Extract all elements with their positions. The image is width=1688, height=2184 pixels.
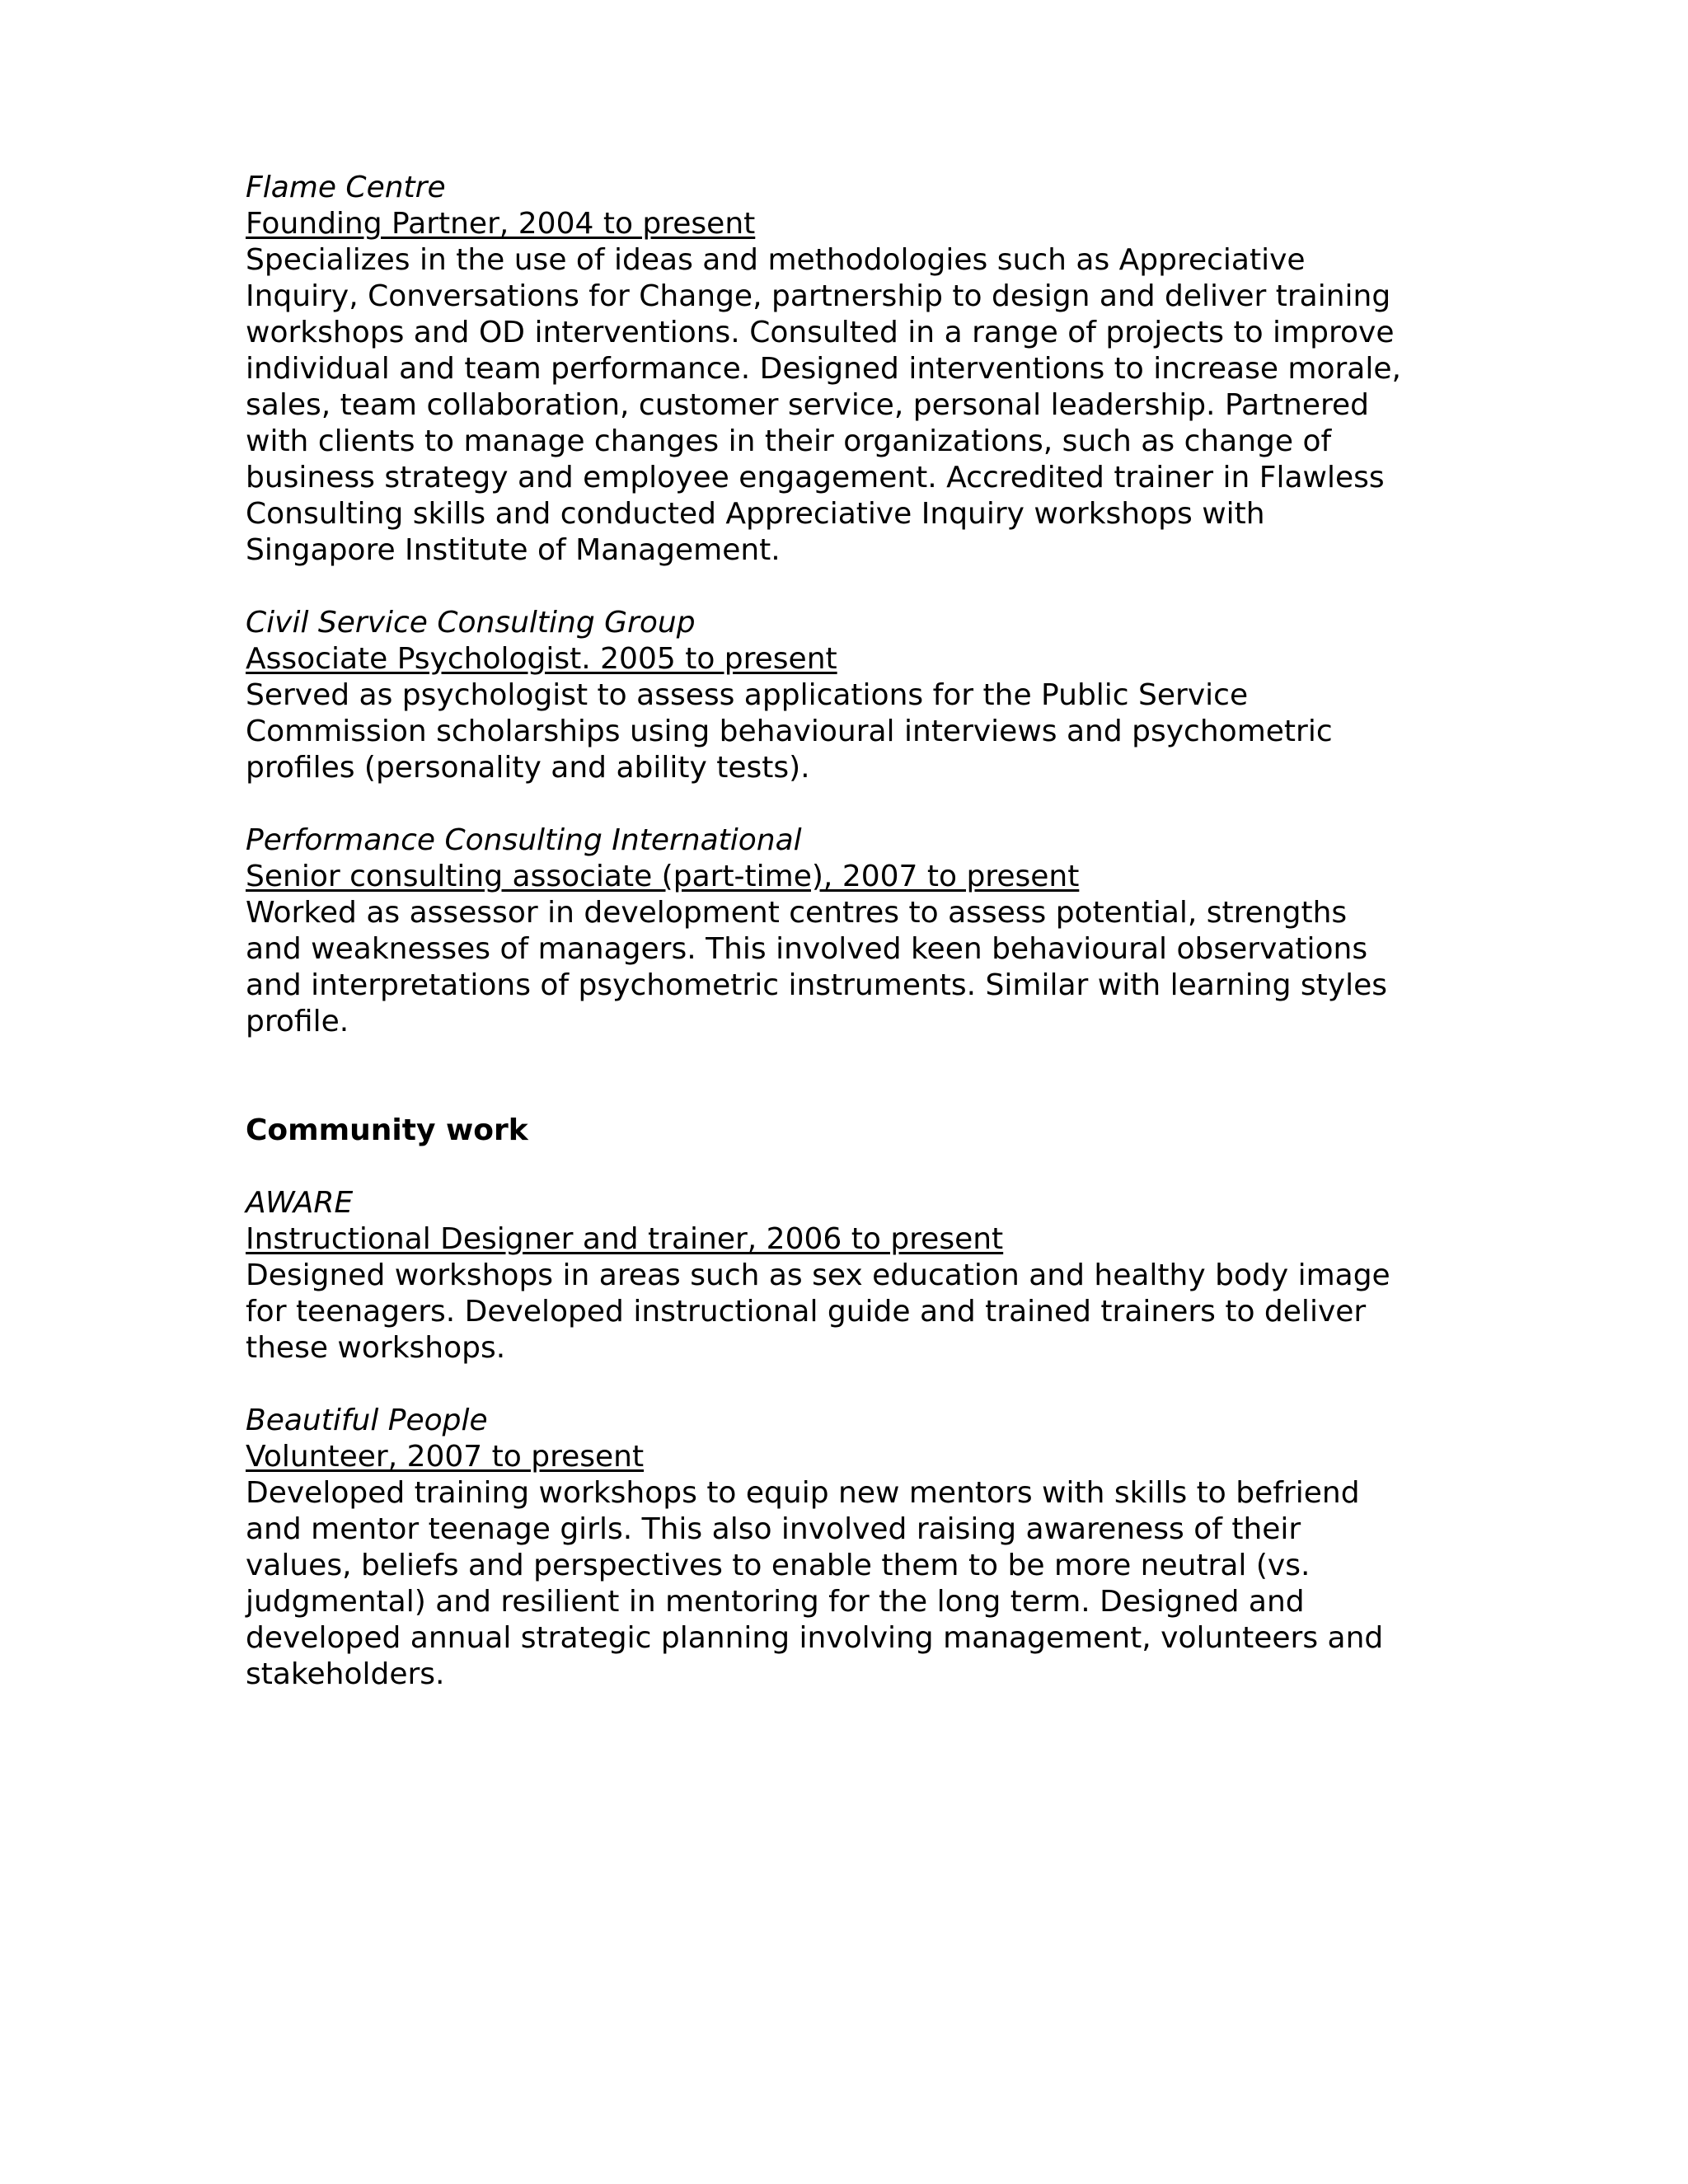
entry-role: Founding Partner, 2004 to present — [246, 207, 756, 241]
entry-organization: Beautiful People — [246, 1404, 488, 1437]
description-line: individual and team performance. Designed interventions to increase morale, — [246, 352, 1401, 386]
description-line: Worked as assessor in development centres to assess potential, strengths — [246, 896, 1348, 930]
description-line: Designed workshops in areas such as sex education and healthy body image — [246, 1258, 1390, 1292]
description-line: values, beliefs and perspectives to enable them to be more neutral (vs. — [246, 1549, 1311, 1582]
resume-page — [246, 170, 1441, 1729]
entry-performance-consulting — [246, 823, 1441, 1040]
entry-beautiful-people — [246, 1403, 1441, 1693]
entry-flame-centre — [246, 170, 1441, 569]
description-line: business strategy and employee engagement. Accredited trainer in Flawless — [246, 461, 1385, 494]
description-line: and interpretations of psychometric instruments. Similar with learning styles — [246, 968, 1387, 1002]
entry-role: Associate Psychologist. 2005 to present — [246, 642, 837, 676]
entry-organization: Civil Service Consulting Group — [246, 606, 696, 640]
entry-description — [246, 1258, 1441, 1366]
description-line: for teenagers. Developed instructional guide and trained trainers to deliver — [246, 1295, 1367, 1329]
entry-organization: Performance Consulting International — [246, 823, 802, 857]
entry-aware — [246, 1185, 1441, 1366]
description-line: Singapore Institute of Management. — [246, 533, 781, 567]
entry-civil-service — [246, 605, 1441, 786]
entry-role: Instructional Designer and trainer, 2006 to present — [246, 1222, 1004, 1256]
description-line: profiles (personality and ability tests). — [246, 751, 810, 785]
description-line: these workshops. — [246, 1331, 506, 1365]
description-line: sales, team collaboration, customer service, personal leadership. Partnered — [246, 388, 1369, 422]
description-line: profile. — [246, 1005, 349, 1038]
description-line: Consulting skills and conducted Appreciative Inquiry workshops with — [246, 497, 1265, 531]
description-line: and weaknesses of managers. This involved keen behavioural observations — [246, 932, 1368, 966]
entry-role: Senior consulting associate (part-time), 2007 to present — [246, 860, 1080, 893]
entry-description — [246, 895, 1441, 1040]
entry-description — [246, 677, 1441, 786]
description-line: Developed training workshops to equip new mentors with skills to befriend — [246, 1476, 1360, 1510]
entry-organization: AWARE — [246, 1186, 354, 1220]
description-line: Commission scholarships using behavioural interviews and psychometric — [246, 715, 1333, 748]
description-line: Inquiry, Conversations for Change, partnership to design and deliver training — [246, 279, 1391, 313]
entry-description — [246, 1475, 1441, 1693]
description-line: Specializes in the use of ideas and methodologies such as Appreciative — [246, 243, 1306, 277]
entry-role: Volunteer, 2007 to present — [246, 1440, 645, 1474]
description-line: Served as psychologist to assess applications for the Public Service — [246, 678, 1249, 712]
description-line: workshops and OD interventions. Consulted in a range of projects to improve — [246, 316, 1395, 349]
entry-organization: Flame Centre — [246, 171, 446, 204]
description-line: judgmental) and resilient in mentoring for the long term. Designed and — [246, 1585, 1305, 1619]
section-heading-community-work: Community work — [246, 1113, 528, 1147]
description-line: with clients to manage changes in their organizations, such as change of — [246, 424, 1332, 458]
description-line: stakeholders. — [246, 1657, 445, 1691]
entry-description — [246, 242, 1441, 569]
description-line: developed annual strategic planning involving management, volunteers and — [246, 1621, 1384, 1655]
description-line: and mentor teenage girls. This also involved raising awareness of their — [246, 1512, 1301, 1546]
